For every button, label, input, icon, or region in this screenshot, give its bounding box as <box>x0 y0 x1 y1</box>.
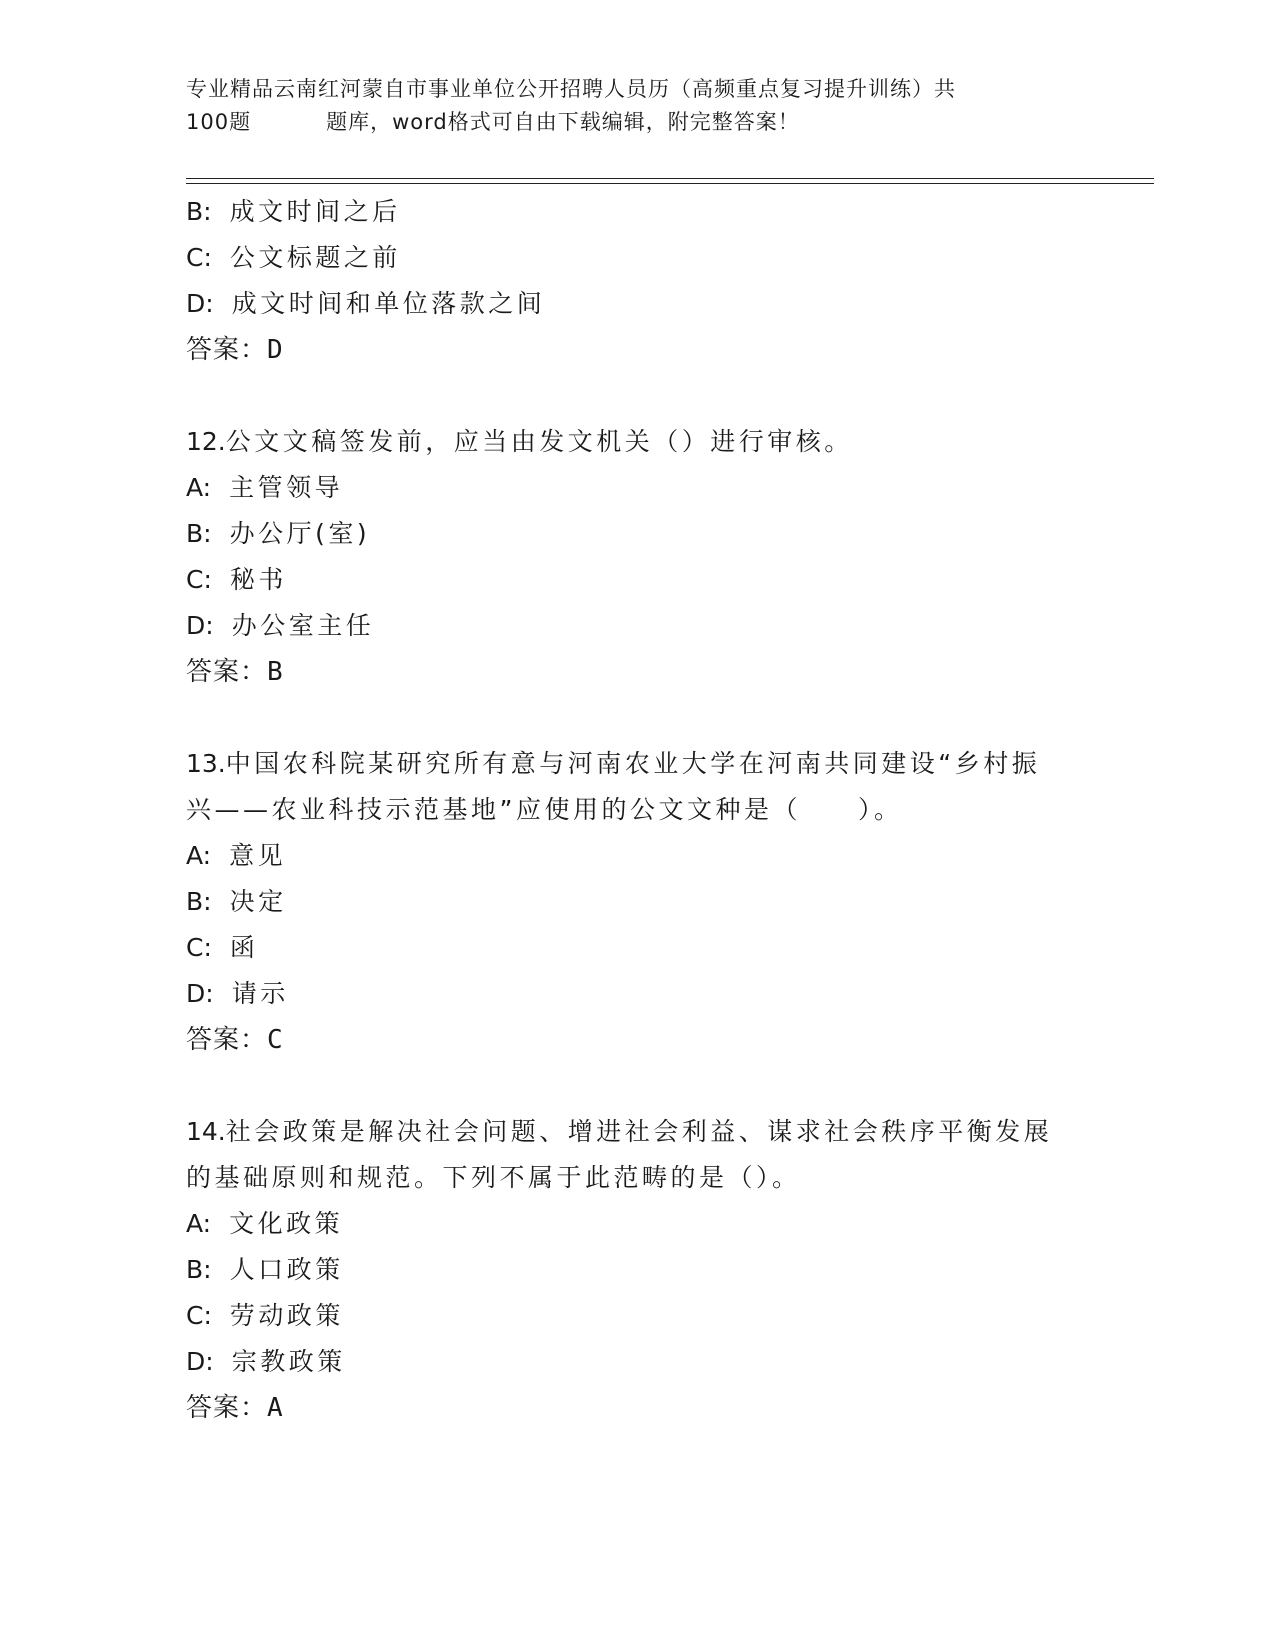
option <box>186 1247 1086 1293</box>
option-text: 人口政策 <box>229 1255 344 1284</box>
option-text: 意见 <box>229 841 287 870</box>
header-title-line2 <box>186 106 1066 139</box>
answer-label: 答案： <box>186 1393 268 1423</box>
option <box>186 971 1086 1017</box>
option-label: B: <box>186 519 212 548</box>
question-number: 14. <box>186 1117 226 1146</box>
question-line: 的基础原则和规范。下列不属于此范畴的是（）。 <box>186 1163 801 1192</box>
option <box>186 925 1086 971</box>
option-text: 文化政策 <box>229 1209 344 1238</box>
question-13 <box>186 741 1086 1063</box>
answer-label: 答案： <box>186 1025 268 1055</box>
option-label: A: <box>186 473 212 502</box>
option-label: D: <box>186 1347 214 1376</box>
question-14 <box>186 1109 1086 1431</box>
partial-question <box>186 189 1086 373</box>
question-number: 13. <box>186 749 226 778</box>
header-divider-top <box>186 178 1154 179</box>
question-list <box>186 189 1086 1431</box>
question-line: 兴——农业科技示范基地”应使用的公文文种是（ ）。 <box>186 795 903 824</box>
answer-key: C <box>267 1025 284 1055</box>
option-label: D: <box>186 289 214 318</box>
header-question-count: 100题 <box>186 110 252 134</box>
option <box>186 1201 1086 1247</box>
option-text: 办公室主任 <box>231 611 375 640</box>
option-label: D: <box>186 611 214 640</box>
option <box>186 511 1086 557</box>
option-text: 成文时间和单位落款之间 <box>231 289 546 318</box>
question-text <box>186 1109 1086 1155</box>
answer-line <box>186 1017 1086 1063</box>
header-divider-bottom <box>186 183 1154 184</box>
option-text: 主管领导 <box>229 473 344 502</box>
question-text <box>186 419 1086 465</box>
option-label: C: <box>186 1301 212 1330</box>
question-12 <box>186 419 1086 695</box>
question-line: 中国农科院某研究所有意与河南农业大学在河南共同建设“乡村振 <box>225 749 1041 778</box>
option-label: C: <box>186 933 212 962</box>
option <box>186 1293 1086 1339</box>
option-text: 成文时间之后 <box>229 197 401 226</box>
answer-key: A <box>267 1393 284 1423</box>
option-label: B: <box>186 1255 212 1284</box>
answer-line <box>186 327 1086 373</box>
option-label: A: <box>186 841 212 870</box>
question-text-continued <box>186 787 1086 833</box>
option-text: 决定 <box>229 887 287 916</box>
document-header <box>186 73 1066 139</box>
option-text: 秘书 <box>229 565 287 594</box>
option <box>186 465 1086 511</box>
option-label: D: <box>186 979 214 1008</box>
option <box>186 603 1086 649</box>
option <box>186 1339 1086 1385</box>
option-label: C: <box>186 565 212 594</box>
option <box>186 235 1086 281</box>
header-description: 题库，word格式可自由下载编辑，附完整答案！ <box>326 110 800 134</box>
option <box>186 281 1086 327</box>
option-label: A: <box>186 1209 212 1238</box>
option-label: B: <box>186 197 212 226</box>
option <box>186 833 1086 879</box>
question-line: 公文文稿签发前，应当由发文机关（）进行审核。 <box>225 427 853 456</box>
question-number: 12. <box>186 427 226 456</box>
option-text: 宗教政策 <box>231 1347 346 1376</box>
option-text: 公文标题之前 <box>229 243 401 272</box>
option <box>186 557 1086 603</box>
answer-key: B <box>267 657 284 687</box>
option-label: B: <box>186 887 212 916</box>
option <box>186 879 1086 925</box>
answer-label: 答案： <box>186 657 268 687</box>
question-text <box>186 741 1086 787</box>
option <box>186 189 1086 235</box>
answer-line <box>186 649 1086 695</box>
question-text-continued <box>186 1155 1086 1201</box>
option-text: 办公厅(室) <box>229 519 371 548</box>
answer-line <box>186 1385 1086 1431</box>
option-text: 函 <box>229 933 259 962</box>
answer-label: 答案： <box>186 335 268 365</box>
answer-key: D <box>267 335 284 365</box>
header-title-line1: 专业精品云南红河蒙自市事业单位公开招聘人员历（高频重点复习提升训练）共 <box>186 77 956 101</box>
option-label: C: <box>186 243 212 272</box>
option-text: 劳动政策 <box>229 1301 344 1330</box>
option-text: 请示 <box>231 979 289 1008</box>
question-line: 社会政策是解决社会问题、增进社会利益、谋求社会秩序平衡发展 <box>225 1117 1053 1146</box>
